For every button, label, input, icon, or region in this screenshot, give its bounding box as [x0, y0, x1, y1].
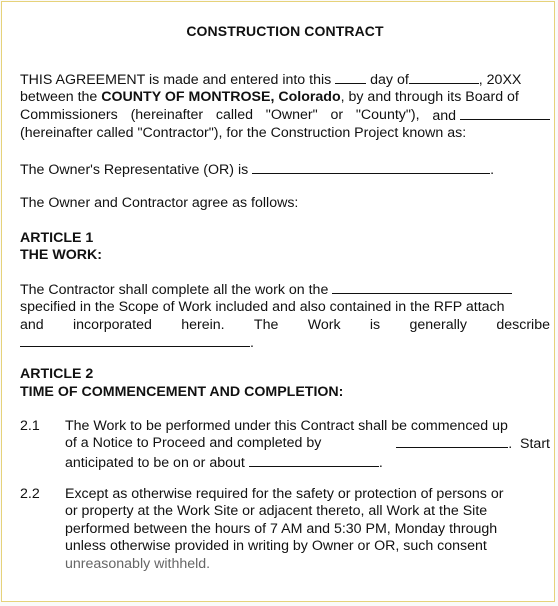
owner-rep-line	[20, 161, 550, 179]
word: Start	[520, 436, 550, 453]
county-name: COUNTY OF MONTROSE, Colorado	[101, 89, 341, 106]
period: .	[378, 454, 383, 471]
article2-label: ARTICLE 2	[20, 366, 94, 382]
s21-line1: The Work to be performed under this Contract shall be commenced up	[65, 418, 508, 434]
intro-line3	[20, 107, 550, 125]
word: (hereinafter	[130, 106, 204, 123]
section-2-1-text	[65, 418, 550, 472]
s21-line2-end	[396, 435, 550, 453]
word: incorporated	[73, 316, 152, 333]
article2-heading: TIME OF COMMENCEMENT AND COMPLETION:	[20, 384, 344, 400]
intro-line4: (hereinafter called "Contractor"), for the Construction Project known as:	[20, 125, 467, 142]
intro-between: between the	[20, 89, 98, 106]
intro-board: , by and through its Board of	[340, 89, 519, 106]
word: herein.	[181, 316, 225, 333]
blank-start-date	[249, 454, 379, 467]
section-2-2	[20, 486, 550, 576]
blank-day	[335, 71, 366, 84]
word: "County"),	[355, 106, 420, 123]
article1-line1-text: The Contractor shall complete all the work on the	[20, 282, 329, 298]
document-page	[1, 1, 555, 602]
word: called	[215, 106, 253, 123]
word: and	[432, 107, 457, 124]
word: The	[253, 316, 279, 333]
period: .	[250, 335, 254, 352]
s22-line2: or property at the Work Site or adjacent thereto, all Work at the Site	[65, 503, 488, 520]
word: is	[369, 316, 381, 333]
intro-day-of: day of	[370, 72, 409, 88]
article1-label: ARTICLE 1	[20, 230, 94, 246]
word: Commissioners	[20, 106, 118, 123]
section-2-1	[20, 418, 550, 472]
intro-paragraph	[20, 71, 550, 143]
article1-heading: THE WORK:	[20, 247, 102, 263]
word: and	[20, 316, 44, 333]
intro-year: , 20XX	[478, 72, 522, 88]
word: Work	[307, 316, 341, 333]
owner-rep-text: The Owner's Representative (OR) is	[20, 162, 249, 178]
s22-line3: performed between the hours of 7 AM and 5:30 PM, Monday through	[65, 520, 498, 537]
article1-paragraph	[20, 281, 550, 353]
word: or	[330, 106, 344, 123]
document-title: CONSTRUCTION CONTRACT	[186, 23, 384, 39]
blank-contractor	[460, 107, 550, 120]
agree-line: The Owner and Contractor agree as follows:	[20, 195, 299, 211]
section-number: 2.1	[20, 418, 40, 434]
blank-work-site	[332, 281, 512, 294]
s21-line2	[65, 435, 550, 453]
s22-line1: Except as otherwise required for the safety or protection of persons or	[65, 486, 504, 502]
article1-line3	[20, 317, 550, 334]
blank-completion-date	[396, 435, 508, 448]
intro-line1-text: THIS AGREEMENT is made and entered into this	[20, 72, 332, 88]
section-number: 2.2	[20, 486, 40, 502]
period: .	[490, 162, 495, 178]
word: generally	[409, 316, 468, 333]
blank-work-description	[20, 334, 250, 347]
article1-line2: specified in the Scope of Work included and also contained in the RFP attach	[20, 299, 505, 316]
s22-line4: unless otherwise provided in writing by Owner or OR, such consent	[65, 538, 487, 555]
section-2-2-text	[65, 486, 550, 573]
blank-month	[409, 71, 479, 84]
word: describe	[496, 316, 550, 333]
blank-owner-rep	[252, 161, 490, 174]
s21-line2-text: of a Notice to Proceed and completed by	[65, 435, 322, 452]
period: .	[508, 436, 513, 453]
word-with-blank	[432, 107, 550, 125]
s22-line5: unreasonably withheld.	[65, 555, 211, 572]
word: "Owner"	[265, 106, 318, 123]
s21-line3-text: anticipated to be on or about	[65, 454, 245, 471]
